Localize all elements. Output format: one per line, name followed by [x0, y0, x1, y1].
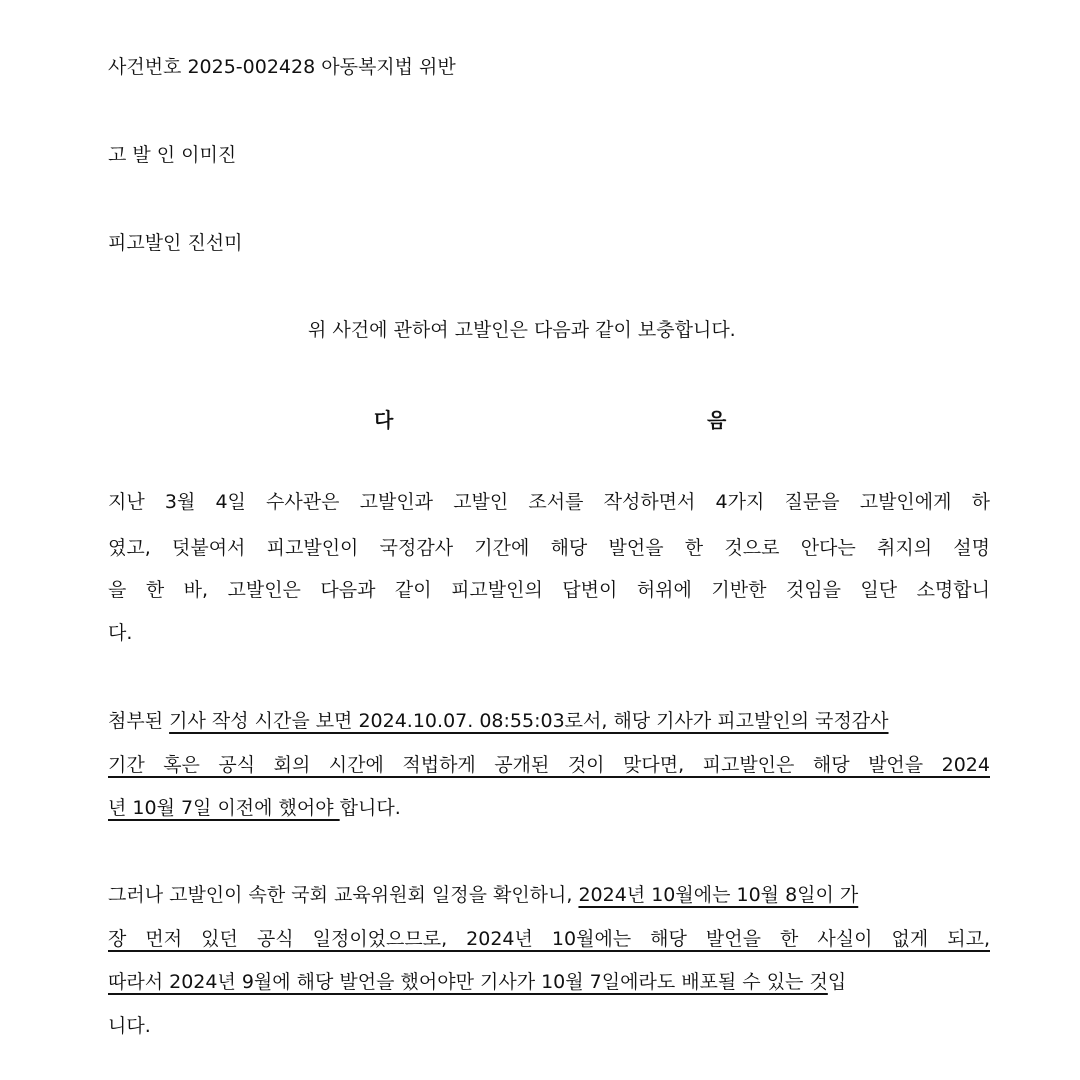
paragraph-3-line-3: [108, 970, 990, 994]
paragraph-3-plain-text: 그러나 고발인이 속한 국회 교육위원회 일정을 확인하니,: [108, 884, 579, 906]
heading-char-right: 음: [707, 408, 727, 432]
paragraph-2-plain-text: 첨부된: [108, 710, 170, 732]
heading-char-left: 다: [374, 408, 394, 432]
underlined-text: 년 10월 7일 이전에 했어야: [108, 797, 340, 819]
paragraph-1-line-3: 을 한 바, 고발인은 다음과 같이 피고발인의 답변이 허위에 기반한 것임을 일단 소명합니: [108, 579, 990, 601]
paragraph-3-line-2-underlined: 장 먼저 있던 공식 일정이었으므로, 2024년 10월에는 해당 발언을 한 사실이 없게 되고,: [108, 928, 990, 950]
paragraph-2-line-1: [108, 709, 990, 733]
underlined-text: 따라서 2024년 9월에 해당 발언을 했어야만 기사가 10월 7일에라도 배포될 수 있는 것: [108, 971, 828, 993]
complainant-line: 고 발 인 이미진: [108, 144, 237, 166]
underlined-text: 2024년 10월에는 10월 8일이 가: [578, 884, 859, 906]
paragraph-1-line-4: 다.: [108, 622, 133, 644]
paragraph-3-line-1: [108, 883, 990, 907]
paragraph-3-line-4: 니다.: [108, 1015, 151, 1037]
underlined-text: 기사 작성 시간을 보면 2024.10.07. 08:55:03로서, 해당 기사가 피고발인의 국정감사: [169, 710, 889, 732]
respondent-line: 피고발인 진선미: [108, 232, 243, 254]
paragraph-2-plain-text: 합니다.: [339, 797, 401, 819]
case-number-line: 사건번호 2025-002428 아동복지법 위반: [108, 56, 456, 78]
paragraph-2-line-3: [108, 796, 401, 820]
paragraph-2-line-2-underlined: 기간 혹은 공식 회의 시간에 적법하게 공개된 것이 맞다면, 피고발인은 해당 발언을 2024: [108, 754, 990, 776]
paragraph-3-plain-text: 입: [827, 971, 847, 993]
paragraph-1-line-2: 였고, 덧붙여서 피고발인이 국정감사 기간에 해당 발언을 한 것으로 안다는 취지의 설명: [108, 537, 990, 559]
paragraph-1-line-1: 지난 3월 4일 수사관은 고발인과 고발인 조서를 작성하면서 4가지 질문을 고발인에게 하: [108, 491, 990, 513]
intro-sentence: 위 사건에 관하여 고발인은 다음과 같이 보충합니다.: [308, 319, 736, 341]
